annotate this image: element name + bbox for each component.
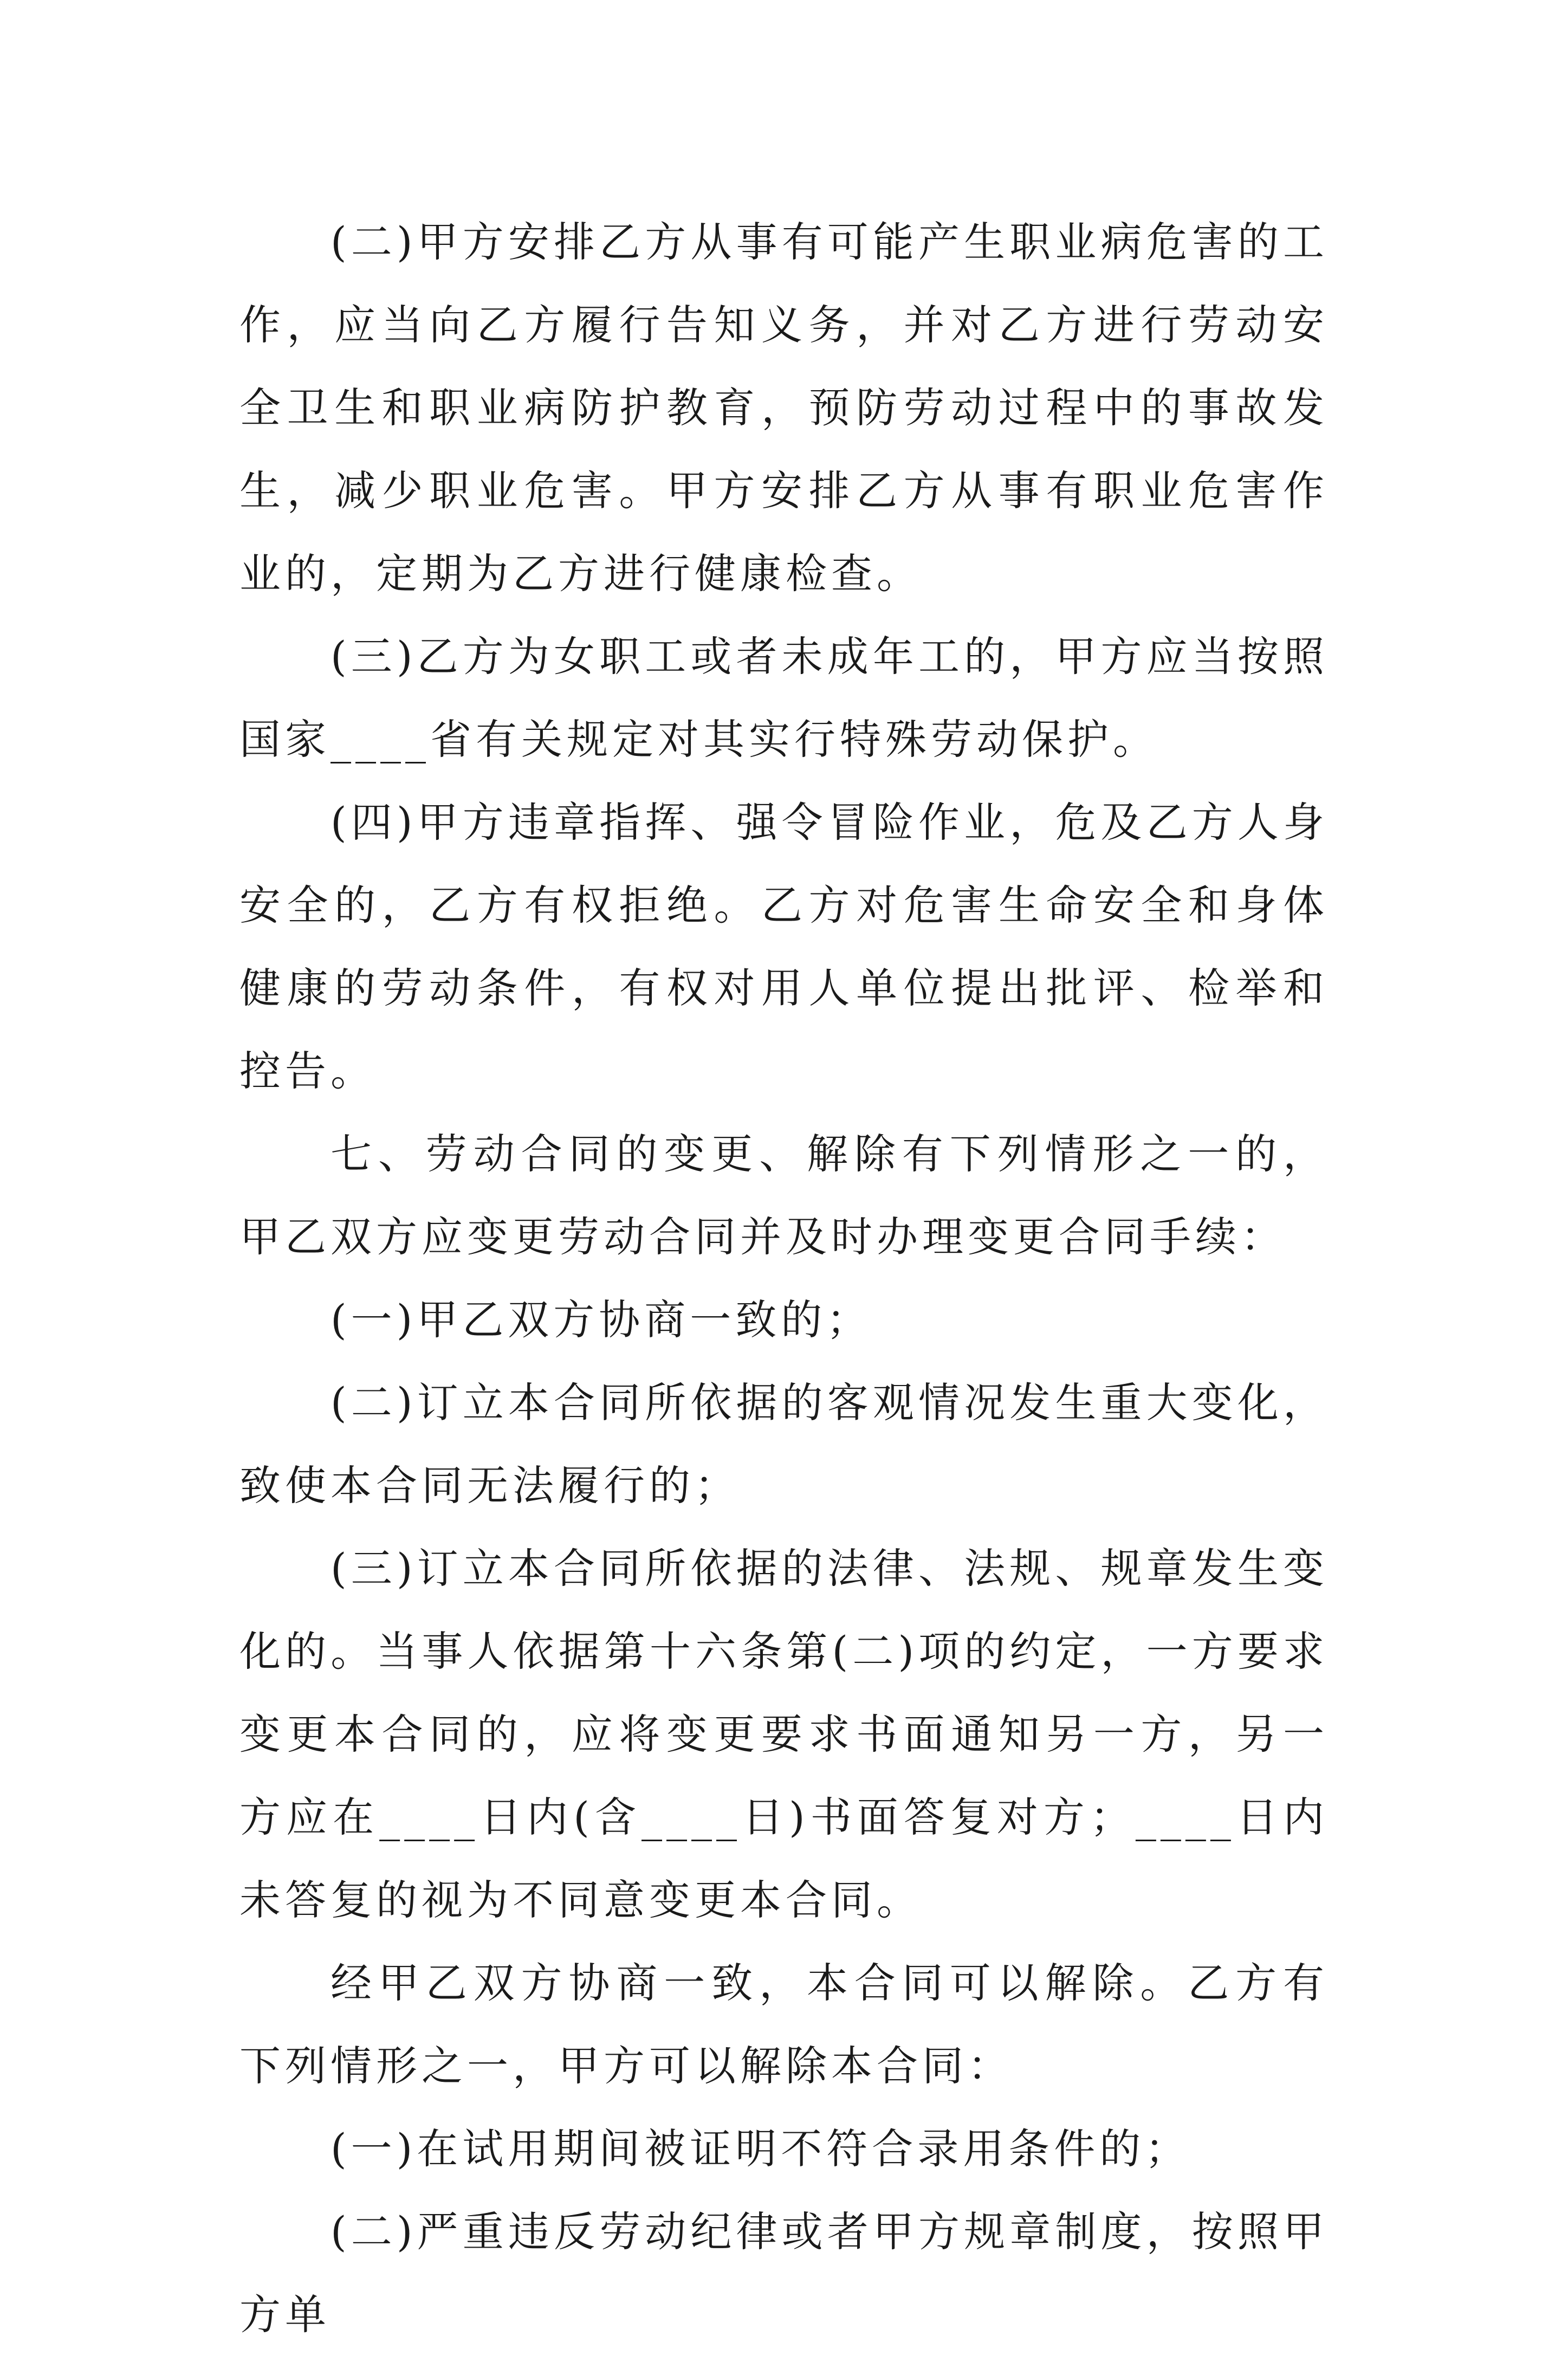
paragraph-objective-change: (二)订立本合同所依据的客观情况发生重大变化，致使本合同无法履行的； <box>239 1378 1329 1510</box>
paragraph-right-to-refuse: (四)甲方违章指挥、强令冒险作业，危及乙方人身安全的，乙方有权拒绝。乙方对危害生命安全和身体健康的劳动条件，有权对用人单位提出批评、检举和控告。 <box>239 798 1329 1095</box>
paragraph-probation: (一)在试用期间被证明不符合录用条件的； <box>331 2125 1191 2173</box>
paragraph-special-protection: (三)乙方为女职工或者未成年工的，甲方应当按照国家____省有关规定对其实行特殊劳动保护。 <box>239 632 1329 763</box>
paragraph-mutual-agreement: (一)甲乙双方协商一致的； <box>331 1296 872 1344</box>
paragraph-termination: 经甲乙双方协商一致，本合同可以解除。乙方有下列情形之一，甲方可以解除本合同： <box>239 1959 1329 2090</box>
paragraph-section-seven: 七、劳动合同的变更、解除有下列情形之一的，甲乙双方应变更劳动合同并及时办理变更合同手续： <box>239 1130 1329 1261</box>
paragraph-legal-change: (三)订立本合同所依据的法律、法规、规章发生变化的。当事人依据第十六条第(二)项的约定，一方要求变更本合同的，应将变更要求书面通知另一方，另一方应在____日内(含____日)书面答复对方；____日内未答复的视为不同意变更本合同。 <box>239 1544 1329 1924</box>
paragraph-discipline: (二)严重违反劳动纪律或者甲方规章制度，按照甲方单 <box>239 2208 1329 2339</box>
document-body <box>239 200 1329 2356</box>
paragraph-occupational-hazard: (二)甲方安排乙方从事有可能产生职业病危害的工作，应当向乙方履行告知义务，并对乙方进行劳动安全卫生和职业病防护教育，预防劳动过程中的事故发生，减少职业危害。甲方安排乙方从事有职业危害作业的，定期为乙方进行健康检查。 <box>239 218 1329 598</box>
